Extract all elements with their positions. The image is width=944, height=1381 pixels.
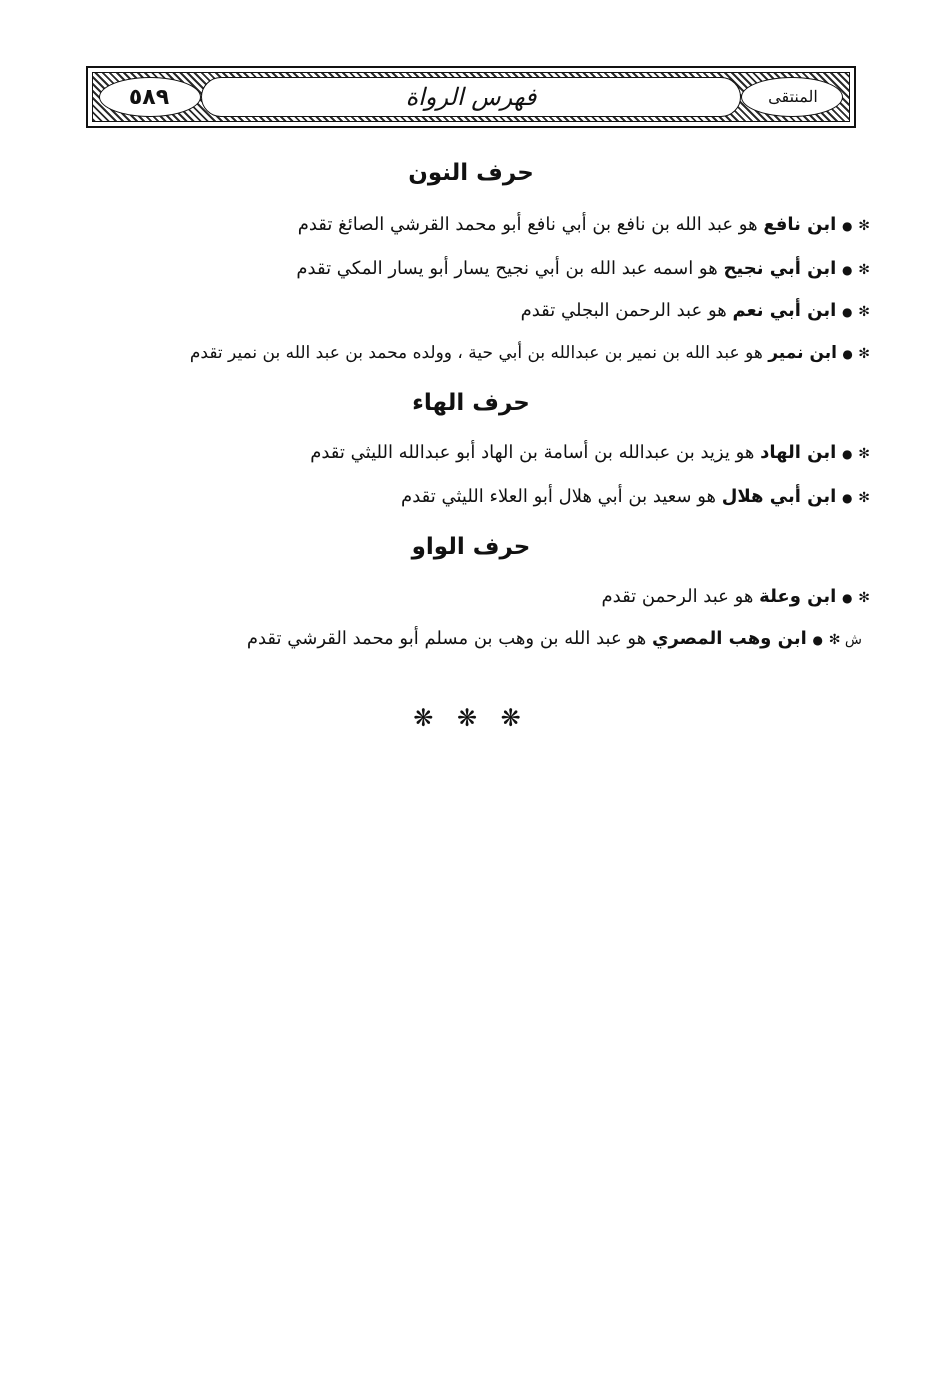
running-title: فهرس الرواة — [405, 83, 537, 111]
list-item — [601, 584, 870, 611]
bullet-icon: ● — [842, 591, 853, 605]
asterisk-mark: ✻ — [858, 218, 870, 234]
header-border-pattern — [92, 72, 850, 122]
section-heading-waw: حرف الواو — [411, 534, 531, 560]
asterisk-mark: ✻ — [858, 346, 870, 362]
asterisk-mark: ✻ — [858, 590, 870, 606]
list-item — [521, 298, 870, 325]
narrator-description: هو عبد الله بن نافع بن أبي نافع أبو محمد القرشي الصائغ تقدم — [297, 214, 758, 235]
narrator-description: هو اسمه عبد الله بن أبي نجيح يسار أبو يسار المكي تقدم — [296, 258, 718, 279]
list-item — [298, 212, 870, 239]
bullet-icon: ● — [842, 219, 853, 233]
narrator-name: ابن الهاد — [760, 442, 837, 463]
asterisk-mark: ش ✻ — [828, 632, 862, 648]
narrator-name: ابن نمير — [768, 343, 837, 363]
list-item — [190, 340, 870, 367]
narrator-description: هو يزيد بن عبدالله بن أسامة بن الهاد أبو عبدالله الليثي تقدم — [310, 442, 755, 463]
list-item — [401, 484, 870, 511]
page-number: ٥٨٩ — [128, 84, 170, 110]
narrator-description: هو عبد الرحمن تقدم — [601, 586, 754, 607]
narrator-name: ابن أبي نجيح — [723, 258, 837, 279]
list-item — [296, 256, 870, 283]
bullet-icon: ● — [842, 263, 853, 277]
bullet-icon: ● — [842, 305, 853, 319]
page-header — [86, 66, 856, 128]
bullet-icon: ● — [842, 447, 853, 461]
narrator-description: هو عبد الله بن نمير بن عبدالله بن أبي حية ، وولده محمد بن عبد الله بن نمير تقدم — [189, 343, 763, 363]
section-heading-nun: حرف النون — [408, 160, 534, 186]
narrator-name: ابن أبي نعم — [732, 300, 837, 321]
title-band — [201, 77, 741, 117]
list-item — [247, 626, 862, 653]
narrator-name: ابن وهب المصري — [651, 628, 807, 649]
narrator-description: هو عبد الرحمن البجلي تقدم — [520, 300, 727, 321]
narrator-name: ابن وعلة — [759, 586, 837, 607]
bullet-icon: ● — [842, 491, 853, 505]
narrator-name: ابن نافع — [763, 214, 837, 235]
narrator-description: هو سعيد بن أبي هلال أبو العلاء الليثي تقدم — [401, 486, 716, 507]
section-heading-ha: حرف الهاء — [412, 390, 530, 416]
asterisk-mark: ✻ — [858, 490, 870, 506]
end-ornament: ❋ ❋ ❋ — [413, 704, 529, 732]
narrator-name: ابن أبي هلال — [721, 486, 837, 507]
bullet-icon: ● — [812, 633, 823, 647]
bullet-icon: ● — [842, 347, 853, 361]
asterisk-mark: ✻ — [858, 304, 870, 320]
list-item — [310, 440, 870, 467]
asterisk-mark: ✻ — [858, 262, 870, 278]
asterisk-mark: ✻ — [858, 446, 870, 462]
book-logo: المنتقى — [768, 87, 818, 106]
narrator-description: هو عبد الله بن وهب بن مسلم أبو محمد القرشي تقدم — [246, 628, 647, 649]
